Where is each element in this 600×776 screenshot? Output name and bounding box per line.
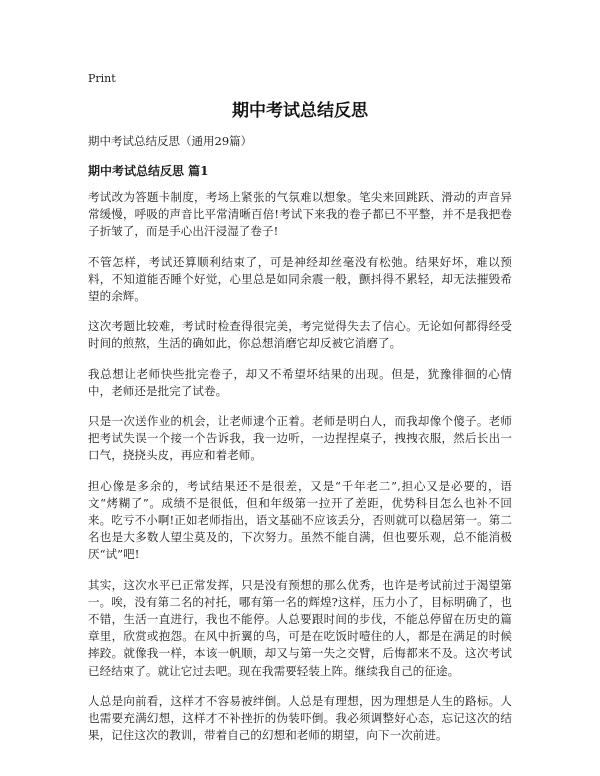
- document-subtitle: 期中考试总结反思（通用29篇）: [88, 134, 253, 148]
- paragraph-1: 考试改为答题卡制度，考场上紧张的气氛难以想象。笔尖来回跳跃、滑动的声音异常缓慢，呼吸的声音比平常清晰百倍!考试下来我的卷子都已不平整，并不是我把卷子折皱了，而是手心出汗浸湿了卷子!: [88, 190, 512, 239]
- paragraph-7: 其实，这次水平已正常发挥，只是没有预想的那么优秀，也许是考试前过于渴望第一。唉，没有第二名的衬托，哪有第一名的辉煌?这样，压力小了，目标明确了，也不错，生活一直进行，我也不能停。人总要跟时间的步伐，不能总停留在历史的篇章里，欣赏或抱怨。在风中折翼的鸟，可是在吃饭时噎住的人，都是在满足的时候摔跤。就像我一样，本该一帆顺，却又与第一失之交臂，后悔都来不及。这次考试已经结束了。就让它过去吧。现在我需要轻装上阵。继续我自己的征途。: [88, 577, 512, 678]
- document-title: 期中考试总结反思: [232, 101, 368, 121]
- paragraph-8: 人总是向前看，这样才不容易被绊倒。人总是有理想，因为理想是人生的路标。人也需要充满幻想，这样才不补挫折的伪装吓倒。我必须调整好心态，忘记这次的结果，记住这次的教训，带着自己的幻想和老师的期望，向下一次前进。: [88, 693, 512, 743]
- paragraph-3: 这次考题比较难，考试时检查得很完美，考完觉得失去了信心。无论如何都得经受时间的煎熬，生活的确如此，你总想消磨它却反被它消磨了。: [88, 319, 512, 351]
- section-heading: 期中考试总结反思 篇1: [88, 164, 209, 178]
- paragraph-2: 不管怎样，考试还算顺利结束了，可是神经却丝毫没有松弛。结果好坏，难以预料，不知道能否睡个好觉，心里总是如同余震一般，颤抖得不累轻，却无法摧毁希望的余辉。: [88, 254, 512, 304]
- paragraph-5: 只是一次送作业的机会，让老师逮个正着。老师是明白人，而我却像个傻子。老师把考试失误一个接一个告诉我，我一边听，一边捏捏桌子，拽拽衣服，然后长出一口气，挠挠头皮，再应和着老师。: [88, 414, 512, 463]
- paragraph-6: 担心像是多余的，考试结果还不是很差，又是“千年老二”,担心又是必要的，语文“烤糊了”。成绩不是很低，但和年级第一拉开了差距，优势科目怎么也补不回来。吃亏不小啊!正如老师指出，语文基础不应该丢分，否则就可以稳居第一。第二名也是大多数人望尘莫及的，下次努力。虽然不能自满，但也要乐观，总不能消极厌“试”吧!: [88, 478, 512, 562]
- paragraph-4: 我总想让老师快些批完卷子，却又不希望坏结果的出现。但是，犹豫徘徊的心情中，老师还是批完了试卷。: [88, 366, 512, 398]
- print-label[interactable]: Print: [88, 72, 116, 85]
